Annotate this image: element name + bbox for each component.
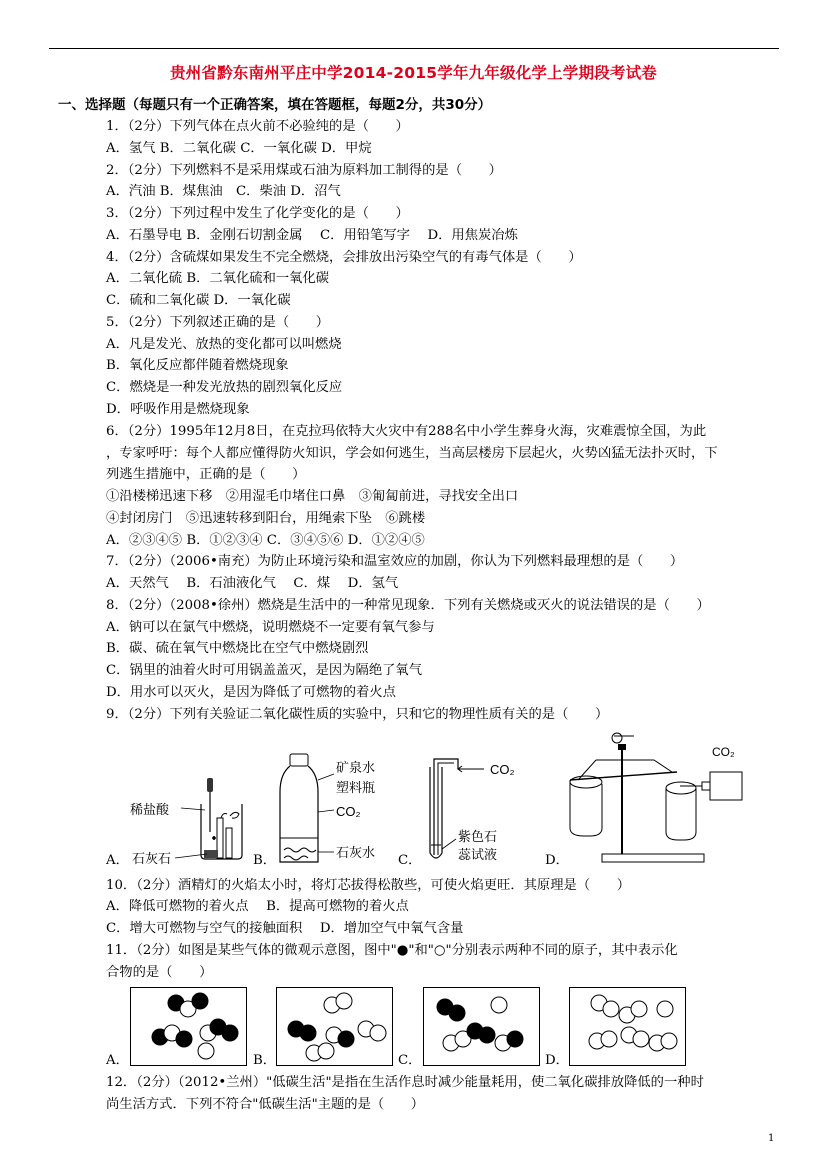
question-11-label-a: A．: [106, 1053, 129, 1068]
question-2-options: A．汽油 B．煤焦油 C．柴油 D．沼气: [106, 184, 341, 199]
question-9-label-a: A．: [106, 853, 129, 868]
molecule-box-c: [423, 987, 541, 1067]
question-6-line-2: ，专家呼吁：每个人都应懂得防火知识，学会如何逃生，当高层楼房下层起火，火势凶猛无法扑灭时，下: [106, 446, 718, 461]
question-12-line-1: 12．（2分）（2012•兰州）"低碳生活"是指在生活作息时减少能量耗用，使二氧化碳排放降低的一种时: [106, 1075, 704, 1090]
question-4-options-2: C．硫和二氧化碳 D．一氧化碳: [106, 293, 291, 308]
molecule-box-b: [276, 987, 394, 1067]
question-8-option-b: B．碳、硫在氧气中燃烧比在空气中燃烧剧烈: [106, 641, 369, 656]
section-heading: 一、选择题（每题只有一个正确答案，填在答题框，每题2分，共30分）: [58, 97, 492, 113]
figure-acid-limestone: [125, 760, 250, 870]
question-4-options-1: A．二氧化硫 B．二氧化硫和一氧化碳: [106, 271, 330, 286]
question-5-option-d: D．呼吸作用是燃烧现象: [106, 402, 250, 417]
fig-a-stone-label: 石灰石: [132, 851, 172, 866]
question-8-option-d: D．用水可以灭火，是因为降低了可燃物的着火点: [106, 685, 396, 700]
fig-c-gas-label: CO₂: [490, 762, 515, 777]
question-11-label-b: B．: [253, 1053, 277, 1068]
question-11-label-c: C．: [398, 1053, 422, 1068]
question-9-label-d: D．: [545, 853, 569, 868]
question-6-line-1: 6．（2分）1995年12月8日，在克拉玛依特大火灾中有288名中小学生葬身火海，灾难震惊全国，为此: [106, 424, 707, 439]
fig-b-gas-label: CO₂: [336, 804, 361, 819]
question-9-stem: 9．（2分）下列有关验证二氧化碳性质的实验中，只和它的物理性质有关的是（ ）: [106, 707, 609, 722]
question-12-line-2: 尚生活方式．下列不符合"低碳生活"主题的是（ ）: [106, 1097, 425, 1112]
question-8-stem: 8．（2分）（2008•徐州）燃烧是生活中的一种常见现象．下列有关燃烧或灭火的说法错误的是（ ）: [106, 598, 710, 613]
question-10-stem: 10．（2分）酒精灯的火焰太小时，将灯芯拔得松散些，可使火焰更旺．其原理是（ ）: [106, 878, 631, 893]
question-10-options-2: C．增大可燃物与空气的接触面积 D．增加空气中氧气含量: [106, 921, 464, 936]
question-7-options: A．天然气 B．石油液化气 C．煤 D．氢气: [106, 576, 399, 591]
molecule-box-d: [569, 987, 687, 1067]
question-5-option-c: C．燃烧是一种发光放热的剧烈氧化反应: [106, 380, 343, 395]
fig-c-liquid-label-2: 蕊试液: [458, 847, 498, 862]
fig-c-liquid-label-1: 紫色石: [458, 829, 498, 844]
fig-b-bottle-label-2: 塑料瓶: [336, 780, 376, 795]
question-6-options: A．②③④⑤ B．①②③④ C．③④⑤⑥ D．①②④⑤: [106, 533, 425, 548]
question-6-line-4: ①沿楼梯迅速下移 ②用湿毛巾堵住口鼻 ③匍匐前进，寻找安全出口: [106, 489, 519, 504]
question-8-option-c: C．锅里的油着火时可用锅盖盖灭，是因为隔绝了氧气: [106, 663, 423, 678]
question-11-label-d: D．: [545, 1053, 569, 1068]
question-9-label-c: C．: [398, 853, 422, 868]
page-title: 贵州省黔东南州平庄中学2014-2015学年九年级化学上学期段考试卷: [169, 64, 657, 82]
question-7-stem: 7．（2分）（2006•南充）为防止环境污染和温室效应的加剧，你认为下列燃料最理想的是（ ）: [106, 554, 684, 569]
question-6-line-5: ④封闭房门 ⑤迅速转移到阳台，用绳索下坠 ⑥跳楼: [106, 511, 426, 526]
question-11-line-2: 合物的是（ ）: [106, 965, 213, 980]
question-5-stem: 5．（2分）下列叙述正确的是（ ）: [106, 315, 330, 330]
fig-b-water-label: 石灰水: [336, 845, 376, 860]
question-9-label-b: B．: [253, 853, 277, 868]
question-3-stem: 3．（2分）下列过程中发生了化学变化的是（ ）: [106, 206, 409, 221]
question-8-option-a: A．钠可以在氯气中燃烧，说明燃烧不一定要有氧气参与: [106, 620, 435, 635]
page-number: 1: [768, 1133, 775, 1144]
question-5-option-a: A．凡是发光、放热的变化都可以叫燃烧: [106, 337, 342, 352]
question-11-line-1: 11．（2分）如图是某些气体的微观示意图，图中"●"和"○"分别表示两种不同的原子，其中表示化: [106, 943, 678, 958]
question-10-options-1: A．降低可燃物的着火点 B．提高可燃物的着火点: [106, 899, 409, 914]
figure-test-tube: [418, 755, 543, 867]
question-2-stem: 2．（2分）下列燃料不是采用煤或石油为原料加工制得的是（ ）: [106, 163, 502, 178]
fig-a-acid-label: 稀盐酸: [130, 802, 170, 817]
question-3-options: A．石墨导电 B．金刚石切割金属 C．用铅笔写字 D．用焦炭冶炼: [106, 228, 518, 243]
question-4-stem: 4．（2分）含硫煤如果发生不完全燃烧，会排放出污染空气的有毒气体是（ ）: [106, 250, 582, 265]
question-1-stem: 1．（2分）下列气体在点火前不必验纯的是（ ）: [106, 119, 409, 134]
header-rule: [49, 48, 779, 49]
question-1-options: A．氢气 B．二氧化碳 C．一氧化碳 D．甲烷: [106, 141, 372, 156]
fig-d-gas-label: CO₂: [712, 745, 735, 759]
question-6-line-3: 列逃生措施中，正确的是（ ）: [106, 467, 306, 482]
figure-balance: [562, 728, 752, 866]
molecule-box-a: [130, 987, 248, 1067]
question-5-option-b: B．氧化反应都伴随着燃烧现象: [106, 358, 289, 373]
figure-plastic-bottle: [270, 752, 395, 867]
fig-b-bottle-label-1: 矿泉水: [336, 760, 376, 775]
